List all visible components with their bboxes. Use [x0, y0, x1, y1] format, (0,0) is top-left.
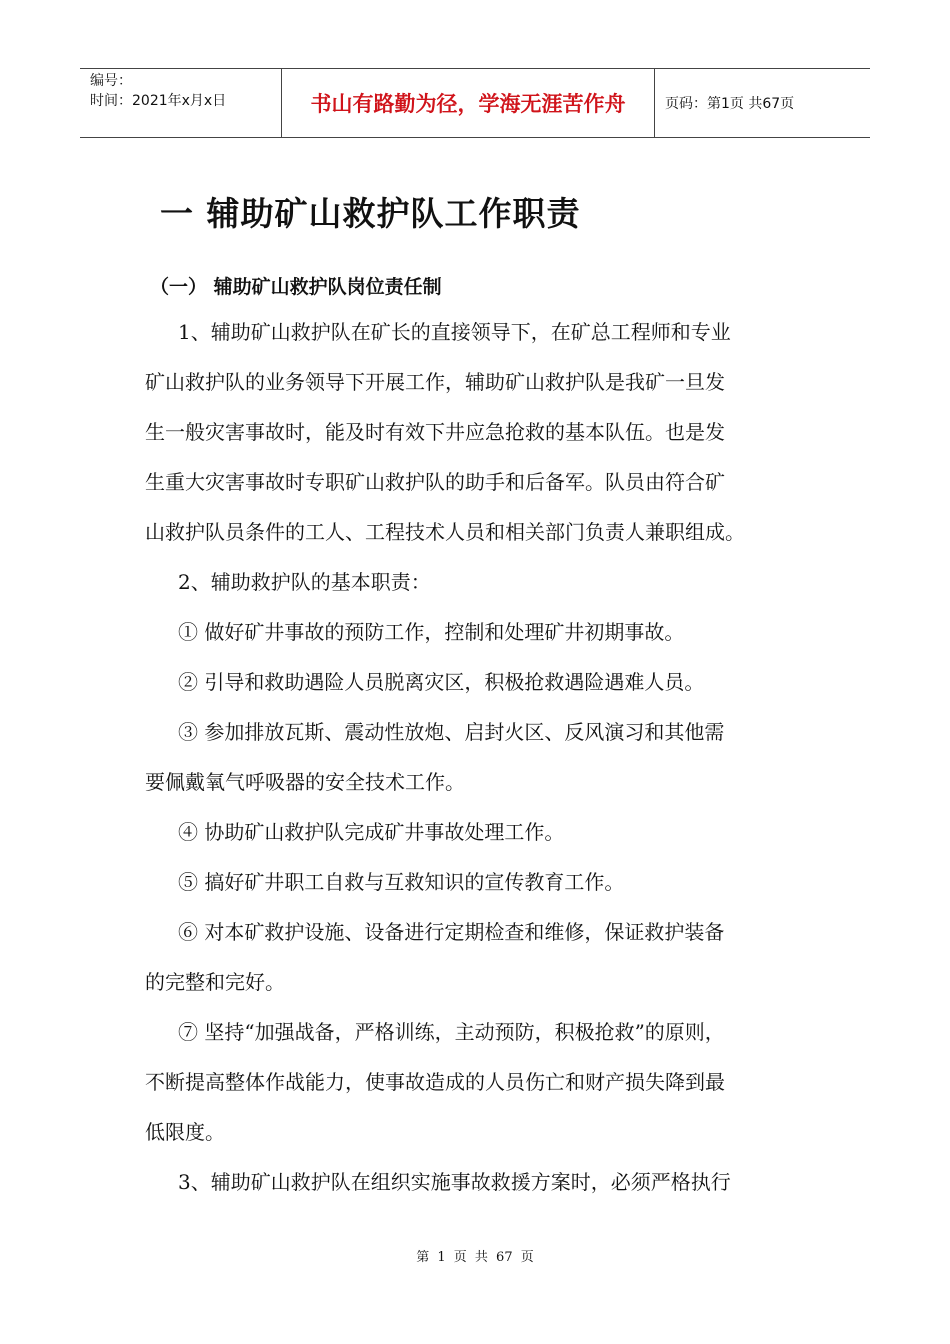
body-line: 生一般灾害事故时，能及时有效下井应急抢救的基本队伍。也是发	[145, 420, 725, 444]
body-line: 2、辅助救护队的基本职责：	[178, 570, 431, 594]
body-line: ⑤ 搞好矿井职工自救与互救知识的宣传教育工作。	[178, 870, 625, 894]
body-line: ② 引导和救助遇险人员脱离灾区，积极抢救遇险遇难人员。	[178, 670, 705, 694]
body-line: 的完整和完好。	[145, 970, 285, 994]
body-line: 1、辅助矿山救护队在矿长的直接领导下，在矿总工程师和专业	[178, 320, 731, 344]
document-title: 一 辅助矿山救护队工作职责	[160, 194, 581, 233]
body-line: 要佩戴氧气呼吸器的安全技术工作。	[145, 770, 465, 794]
body-line: 矿山救护队的业务领导下开展工作，辅助矿山救护队是我矿一旦发	[145, 370, 725, 394]
body-line: ① 做好矿井事故的预防工作，控制和处理矿井初期事故。	[178, 620, 685, 644]
header-meta	[80, 69, 282, 137]
serial-label: 编号：	[90, 73, 132, 89]
body-line: ⑦ 坚持“加强战备，严格训练，主动预防，积极抢救”的原则，	[178, 1020, 725, 1044]
section-heading: （一） 辅助矿山救护队岗位责任制	[150, 276, 442, 298]
body-line: 不断提高整体作战能力，使事故造成的人员伤亡和财产损失降到最	[145, 1070, 725, 1094]
header-motto: 书山有路勤为径，学海无涯苦作舟	[282, 69, 655, 137]
body-line: 生重大灾害事故时专职矿山救护队的助手和后备军。队员由符合矿	[145, 470, 725, 494]
page-footer: 第 1 页 共 67 页	[416, 1250, 534, 1265]
body-line: 低限度。	[145, 1120, 225, 1144]
body-line: 山救护队员条件的工人、工程技术人员和相关部门负责人兼职组成。	[145, 520, 745, 544]
page-header	[80, 68, 870, 138]
body-line: ⑥ 对本矿救护设施、设备进行定期检查和维修，保证救护装备	[178, 920, 725, 944]
time-label: 时间：2021年x月x日	[90, 93, 227, 109]
header-page-code: 页码：第1页 共67页	[665, 96, 795, 112]
body-line: ④ 协助矿山救护队完成矿井事故处理工作。	[178, 820, 565, 844]
body-line: ③ 参加排放瓦斯、震动性放炮、启封火区、反风演习和其他需	[178, 720, 725, 744]
body-line: 3、辅助矿山救护队在组织实施事故救援方案时，必须严格执行	[178, 1170, 731, 1194]
